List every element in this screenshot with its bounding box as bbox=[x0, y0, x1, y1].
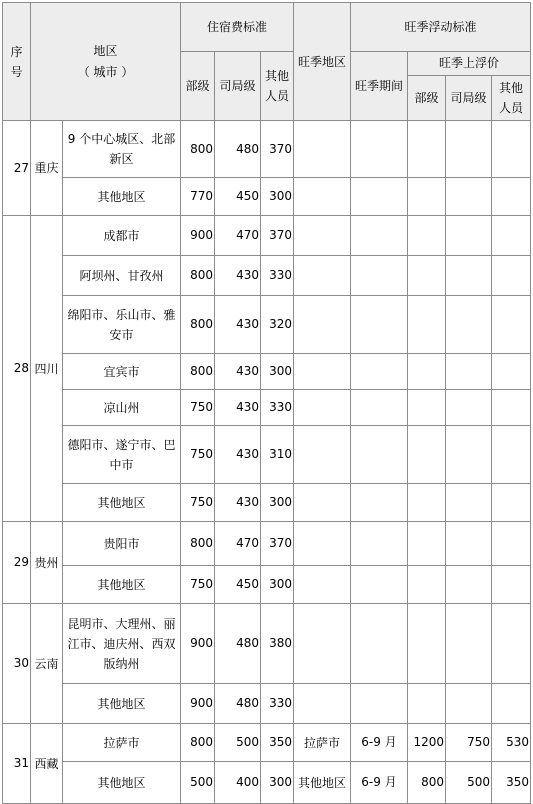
other-rate-cell: 370 bbox=[261, 522, 294, 566]
dept-rate-cell: 800 bbox=[181, 522, 215, 566]
peak-region-cell bbox=[294, 256, 351, 296]
peak-bureau-cell bbox=[446, 296, 492, 354]
region-header-subtitle: （ 城市 ） bbox=[77, 64, 134, 79]
table-row bbox=[3, 256, 531, 296]
table-row bbox=[3, 762, 531, 804]
area-cell: 德阳市、遂宁市、巴中市 bbox=[63, 426, 181, 484]
peak-dept-cell bbox=[408, 256, 446, 296]
area-cell: 其他地区 bbox=[63, 762, 181, 804]
peak-region-cell bbox=[294, 390, 351, 426]
dept-rate-cell: 750 bbox=[181, 426, 215, 484]
bureau-rate-cell: 480 bbox=[215, 121, 261, 178]
peak-bureau-cell: 500 bbox=[446, 762, 492, 804]
area-cell: 其他地区 bbox=[63, 178, 181, 216]
province-cell: 贵州 bbox=[31, 522, 63, 604]
area-cell: 绵阳市、乐山市、雅安市 bbox=[63, 296, 181, 354]
other-rate-cell: 330 bbox=[261, 256, 294, 296]
dept-rate-cell: 750 bbox=[181, 484, 215, 522]
peak-other-cell bbox=[492, 121, 531, 178]
area-cell: 拉萨市 bbox=[63, 724, 181, 762]
bureau-rate-cell: 470 bbox=[215, 522, 261, 566]
peak-region-cell bbox=[294, 354, 351, 390]
dept-rate-cell: 750 bbox=[181, 566, 215, 604]
peak-dept-header: 部级 bbox=[408, 76, 446, 121]
peak-dept-cell: 800 bbox=[408, 762, 446, 804]
peak-dept-cell bbox=[408, 390, 446, 426]
area-cell: 成都市 bbox=[63, 216, 181, 256]
peak-bureau-cell bbox=[446, 426, 492, 484]
peak-bureau-cell bbox=[446, 216, 492, 256]
dept-rate-cell: 900 bbox=[181, 684, 215, 724]
peak-region-cell bbox=[294, 296, 351, 354]
other-rate-cell: 370 bbox=[261, 216, 294, 256]
other-rate-cell: 330 bbox=[261, 390, 294, 426]
peak-period-cell bbox=[351, 522, 408, 566]
peak-period-cell bbox=[351, 484, 408, 522]
dept-header: 部级 bbox=[181, 52, 215, 121]
dept-rate-cell: 900 bbox=[181, 216, 215, 256]
peak-bureau-cell bbox=[446, 354, 492, 390]
area-cell: 其他地区 bbox=[63, 484, 181, 522]
peak-period-cell bbox=[351, 121, 408, 178]
peak-dept-cell bbox=[408, 604, 446, 684]
bureau-header: 司局级 bbox=[215, 52, 261, 121]
bureau-rate-cell: 500 bbox=[215, 724, 261, 762]
region-header-title: 地区 bbox=[93, 43, 118, 58]
peak-other-cell bbox=[492, 566, 531, 604]
peak-bureau-cell bbox=[446, 684, 492, 724]
peak-other-cell: 350 bbox=[492, 762, 531, 804]
peak-other-cell bbox=[492, 604, 531, 684]
province-cell: 西藏 bbox=[31, 724, 63, 804]
peak-other-cell bbox=[492, 684, 531, 724]
lodging-standards-table bbox=[2, 2, 531, 804]
peak-region-cell bbox=[294, 484, 351, 522]
peak-bureau-cell bbox=[446, 178, 492, 216]
peak-bureau-header: 司局级 bbox=[446, 76, 492, 121]
peak-period-cell bbox=[351, 604, 408, 684]
other-rate-cell: 370 bbox=[261, 121, 294, 178]
peak-bureau-cell bbox=[446, 121, 492, 178]
bureau-rate-cell: 430 bbox=[215, 390, 261, 426]
peak-region-cell: 其他地区 bbox=[294, 762, 351, 804]
peak-region-cell bbox=[294, 121, 351, 178]
peak-region-header: 旺季地区 bbox=[294, 3, 351, 121]
seq-header: 序号 bbox=[3, 3, 31, 121]
peak-period-cell bbox=[351, 354, 408, 390]
peak-bureau-cell bbox=[446, 390, 492, 426]
dept-rate-cell: 800 bbox=[181, 354, 215, 390]
table-row bbox=[3, 121, 531, 178]
region-header bbox=[31, 3, 181, 121]
peak-region-cell bbox=[294, 522, 351, 566]
peak-dept-cell bbox=[408, 178, 446, 216]
dept-rate-cell: 900 bbox=[181, 604, 215, 684]
other-rate-cell: 350 bbox=[261, 724, 294, 762]
peak-other-cell bbox=[492, 390, 531, 426]
table-row bbox=[3, 390, 531, 426]
peak-region-cell: 拉萨市 bbox=[294, 724, 351, 762]
other-rate-cell: 300 bbox=[261, 178, 294, 216]
seq-cell: 28 bbox=[3, 216, 31, 522]
peak-period-cell bbox=[351, 256, 408, 296]
table-row bbox=[3, 216, 531, 256]
area-cell: 昆明市、大理州、丽江市、迪庆州、西双版纳州 bbox=[63, 604, 181, 684]
bureau-rate-cell: 430 bbox=[215, 296, 261, 354]
table-row bbox=[3, 522, 531, 566]
peak-bureau-cell bbox=[446, 256, 492, 296]
bureau-rate-cell: 430 bbox=[215, 484, 261, 522]
other-rate-cell: 310 bbox=[261, 426, 294, 484]
peak-period-cell bbox=[351, 178, 408, 216]
bureau-rate-cell: 430 bbox=[215, 354, 261, 390]
other-rate-cell: 300 bbox=[261, 484, 294, 522]
peak-dept-cell bbox=[408, 426, 446, 484]
peak-dept-cell bbox=[408, 296, 446, 354]
peak-dept-cell bbox=[408, 216, 446, 256]
peak-bureau-cell bbox=[446, 522, 492, 566]
bureau-rate-cell: 480 bbox=[215, 684, 261, 724]
other-rate-cell: 380 bbox=[261, 604, 294, 684]
table-row bbox=[3, 178, 531, 216]
peak-dept-cell bbox=[408, 484, 446, 522]
province-cell: 四川 bbox=[31, 216, 63, 522]
lodging-header: 住宿费标准 bbox=[181, 3, 294, 52]
bureau-rate-cell: 400 bbox=[215, 762, 261, 804]
dept-rate-cell: 800 bbox=[181, 256, 215, 296]
table-row bbox=[3, 426, 531, 484]
other-rate-cell: 300 bbox=[261, 762, 294, 804]
peak-period-cell: 6-9 月 bbox=[351, 762, 408, 804]
peak-dept-cell bbox=[408, 566, 446, 604]
peak-dept-cell bbox=[408, 684, 446, 724]
other-rate-cell: 330 bbox=[261, 684, 294, 724]
area-cell: 贵阳市 bbox=[63, 522, 181, 566]
area-cell: 其他地区 bbox=[63, 566, 181, 604]
other-rate-cell: 300 bbox=[261, 354, 294, 390]
dept-rate-cell: 800 bbox=[181, 121, 215, 178]
bureau-rate-cell: 450 bbox=[215, 566, 261, 604]
seq-cell: 30 bbox=[3, 604, 31, 724]
peak-other-cell bbox=[492, 484, 531, 522]
table-row bbox=[3, 484, 531, 522]
peak-region-cell bbox=[294, 684, 351, 724]
peak-other-cell bbox=[492, 426, 531, 484]
peak-other-header: 其他人员 bbox=[492, 76, 531, 121]
other-rate-cell: 320 bbox=[261, 296, 294, 354]
peak-dept-cell bbox=[408, 522, 446, 566]
peak-other-cell bbox=[492, 296, 531, 354]
peak-period-cell bbox=[351, 216, 408, 256]
peak-bureau-cell: 750 bbox=[446, 724, 492, 762]
seq-cell: 27 bbox=[3, 121, 31, 216]
bureau-rate-cell: 450 bbox=[215, 178, 261, 216]
peak-period-cell bbox=[351, 566, 408, 604]
peak-period-cell bbox=[351, 426, 408, 484]
province-cell: 重庆 bbox=[31, 121, 63, 216]
peak-region-cell bbox=[294, 178, 351, 216]
area-cell: 9 个中心城区、北部新区 bbox=[63, 121, 181, 178]
dept-rate-cell: 500 bbox=[181, 762, 215, 804]
table-row bbox=[3, 296, 531, 354]
area-cell: 宜宾市 bbox=[63, 354, 181, 390]
other-header: 其他人员 bbox=[261, 52, 294, 121]
peak-up-header: 旺季上浮价 bbox=[408, 52, 531, 76]
peak-other-cell bbox=[492, 522, 531, 566]
table-row bbox=[3, 684, 531, 724]
peak-other-cell bbox=[492, 354, 531, 390]
peak-other-cell bbox=[492, 216, 531, 256]
seq-cell: 31 bbox=[3, 724, 31, 804]
area-cell: 其他地区 bbox=[63, 684, 181, 724]
peak-float-header: 旺季浮动标准 bbox=[351, 3, 531, 52]
area-cell: 阿坝州、甘孜州 bbox=[63, 256, 181, 296]
dept-rate-cell: 750 bbox=[181, 390, 215, 426]
peak-period-cell: 6-9 月 bbox=[351, 724, 408, 762]
bureau-rate-cell: 470 bbox=[215, 216, 261, 256]
peak-period-header: 旺季期间 bbox=[351, 52, 408, 121]
bureau-rate-cell: 430 bbox=[215, 256, 261, 296]
peak-region-cell bbox=[294, 216, 351, 256]
table-row bbox=[3, 724, 531, 762]
peak-other-cell bbox=[492, 178, 531, 216]
table-row bbox=[3, 566, 531, 604]
dept-rate-cell: 800 bbox=[181, 724, 215, 762]
other-rate-cell: 300 bbox=[261, 566, 294, 604]
peak-dept-cell: 1200 bbox=[408, 724, 446, 762]
peak-region-cell bbox=[294, 604, 351, 684]
peak-dept-cell bbox=[408, 354, 446, 390]
area-cell: 凉山州 bbox=[63, 390, 181, 426]
dept-rate-cell: 770 bbox=[181, 178, 215, 216]
peak-region-cell bbox=[294, 426, 351, 484]
peak-period-cell bbox=[351, 296, 408, 354]
table-row bbox=[3, 354, 531, 390]
peak-other-cell: 530 bbox=[492, 724, 531, 762]
province-cell: 云南 bbox=[31, 604, 63, 724]
peak-bureau-cell bbox=[446, 604, 492, 684]
peak-period-cell bbox=[351, 390, 408, 426]
peak-dept-cell bbox=[408, 121, 446, 178]
peak-bureau-cell bbox=[446, 566, 492, 604]
seq-cell: 29 bbox=[3, 522, 31, 604]
bureau-rate-cell: 430 bbox=[215, 426, 261, 484]
bureau-rate-cell: 480 bbox=[215, 604, 261, 684]
dept-rate-cell: 800 bbox=[181, 296, 215, 354]
peak-bureau-cell bbox=[446, 484, 492, 522]
peak-period-cell bbox=[351, 684, 408, 724]
table-row bbox=[3, 604, 531, 684]
peak-other-cell bbox=[492, 256, 531, 296]
peak-region-cell bbox=[294, 566, 351, 604]
